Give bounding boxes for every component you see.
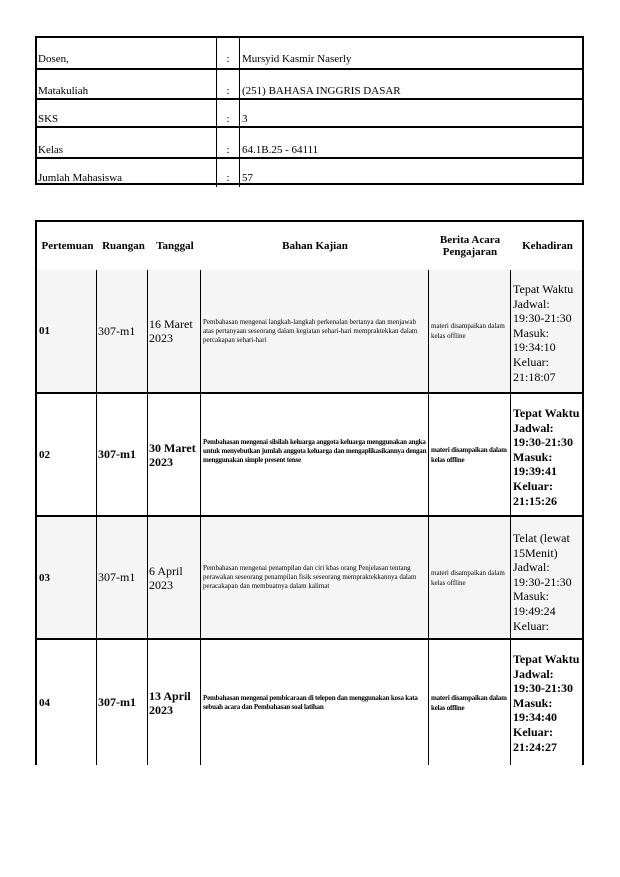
column-divider bbox=[428, 270, 429, 765]
info-label: Kelas bbox=[38, 144, 64, 156]
cell-bahan-kajian: Pembahasan mengenai pembicaraan di telepon dan menggunakan kosa kata sebuah acara dan Pembahasan soal latihan bbox=[203, 693, 418, 711]
info-label: SKS bbox=[38, 113, 59, 125]
info-row-sks bbox=[37, 98, 582, 128]
info-row-dosen bbox=[37, 38, 582, 68]
header-bahan-kajian: Bahan Kajian bbox=[282, 240, 348, 252]
cell-pertemuan: 03 bbox=[39, 571, 50, 584]
info-value: Mursyid Kasmir Naserly bbox=[242, 53, 352, 65]
cell-tanggal: 16 Maret 2023 bbox=[149, 317, 193, 345]
attendance-table bbox=[35, 220, 584, 765]
cell-ruangan: 307-m1 bbox=[98, 323, 136, 338]
cell-ruangan: 307-m1 bbox=[98, 447, 136, 461]
info-row-jumlah-mahasiswa bbox=[37, 157, 582, 187]
cell-ruangan: 307-m1 bbox=[98, 695, 136, 709]
column-divider bbox=[96, 270, 97, 765]
table-header-row bbox=[37, 222, 582, 272]
cell-pertemuan: 04 bbox=[39, 696, 50, 709]
header-pertemuan: Pertemuan bbox=[41, 240, 94, 252]
cell-berita-acara: materi disampaikan dalam kelas offline bbox=[431, 445, 507, 464]
info-value: 64.1B.25 - 64111 bbox=[242, 144, 319, 156]
info-value: 3 bbox=[242, 113, 248, 125]
info-separator: : bbox=[216, 38, 240, 68]
info-label: Matakuliah bbox=[38, 85, 89, 97]
cell-berita-acara: materi disampaikan dalam kelas offline bbox=[431, 568, 505, 587]
cell-kehadiran bbox=[513, 640, 585, 765]
info-separator: : bbox=[216, 159, 240, 187]
cell-kehadiran bbox=[513, 517, 585, 638]
info-separator: : bbox=[216, 100, 240, 128]
cell-pertemuan: 01 bbox=[39, 325, 50, 337]
table-row bbox=[37, 640, 582, 765]
course-info-table bbox=[35, 36, 584, 185]
cell-berita-acara: materi disampaikan dalam kelas offline bbox=[431, 693, 507, 712]
kehadiran-text: Tepat Waktu Jadwal: 19:30-21:30 Masuk: 19:39:41 Keluar: 21:15:26 bbox=[513, 406, 580, 508]
info-value: (251) BAHASA INGGRIS DASAR bbox=[242, 85, 401, 97]
table-row bbox=[37, 270, 582, 394]
info-separator: : bbox=[216, 128, 240, 159]
column-divider bbox=[510, 270, 511, 765]
cell-bahan-kajian: Pembahasan mengenai silsilah keluarga anggota keluarga menggunakan angka untuk menyebutkan jumlah anggota keluarga dan mengaplikasikannya dengan menggunakan simple present tense bbox=[203, 438, 427, 464]
cell-kehadiran bbox=[513, 394, 585, 515]
header-berita-acara: Berita Acara Pengajaran bbox=[439, 234, 501, 258]
cell-tanggal: 30 Maret 2023 bbox=[149, 440, 196, 469]
cell-kehadiran bbox=[513, 270, 585, 392]
cell-bahan-kajian: Pembahasan mengenai penampilan dan ciri khas orang Penjelasan tentang perawakan seseorang penampilan fisik seseorang mempraktekkannya dalam peracakapan dan membuatnya dalam kalimat bbox=[203, 564, 417, 590]
header-kehadiran: Kehadiran bbox=[522, 240, 573, 252]
cell-ruangan: 307-m1 bbox=[98, 570, 136, 584]
column-divider bbox=[200, 270, 201, 765]
cell-berita-acara: materi disampaikan dalam kelas offline bbox=[431, 322, 505, 340]
cell-pertemuan: 02 bbox=[39, 448, 50, 461]
cell-tanggal: 13 April 2023 bbox=[149, 688, 191, 717]
cell-bahan-kajian: Pembahasan mengenai langkah-langkah perkenalan bertanya dan menjawab atas pertanyaan seseorang dalam kegiatan sehari-hari mempraktekkan dalam percakapan sehari-hari bbox=[203, 317, 418, 344]
info-row-kelas bbox=[37, 126, 582, 159]
table-row bbox=[37, 394, 582, 517]
kehadiran-text: Tepat Waktu Jadwal: 19:30-21:30 Masuk: 19:34:10 Keluar: 21:18:07 bbox=[513, 282, 574, 384]
info-label: Dosen, bbox=[38, 53, 69, 65]
header-ruangan: Ruangan bbox=[102, 240, 145, 252]
info-separator: : bbox=[216, 70, 240, 100]
table-row bbox=[37, 517, 582, 640]
cell-tanggal: 6 April 2023 bbox=[149, 563, 183, 592]
info-label: Jumlah Mahasiswa bbox=[38, 172, 123, 184]
kehadiran-text: Tepat Waktu Jadwal: 19:30-21:30 Masuk: 19:34:40 Keluar: 21:24:27 bbox=[513, 652, 580, 754]
info-value: 57 bbox=[242, 172, 253, 184]
column-divider bbox=[147, 270, 148, 765]
info-row-matakuliah bbox=[37, 68, 582, 100]
kehadiran-text: Telat (lewat 15Menit) Jadwal: 19:30-21:30 Masuk: 19:49:24 Keluar: bbox=[513, 531, 572, 633]
header-tanggal: Tanggal bbox=[156, 240, 194, 252]
